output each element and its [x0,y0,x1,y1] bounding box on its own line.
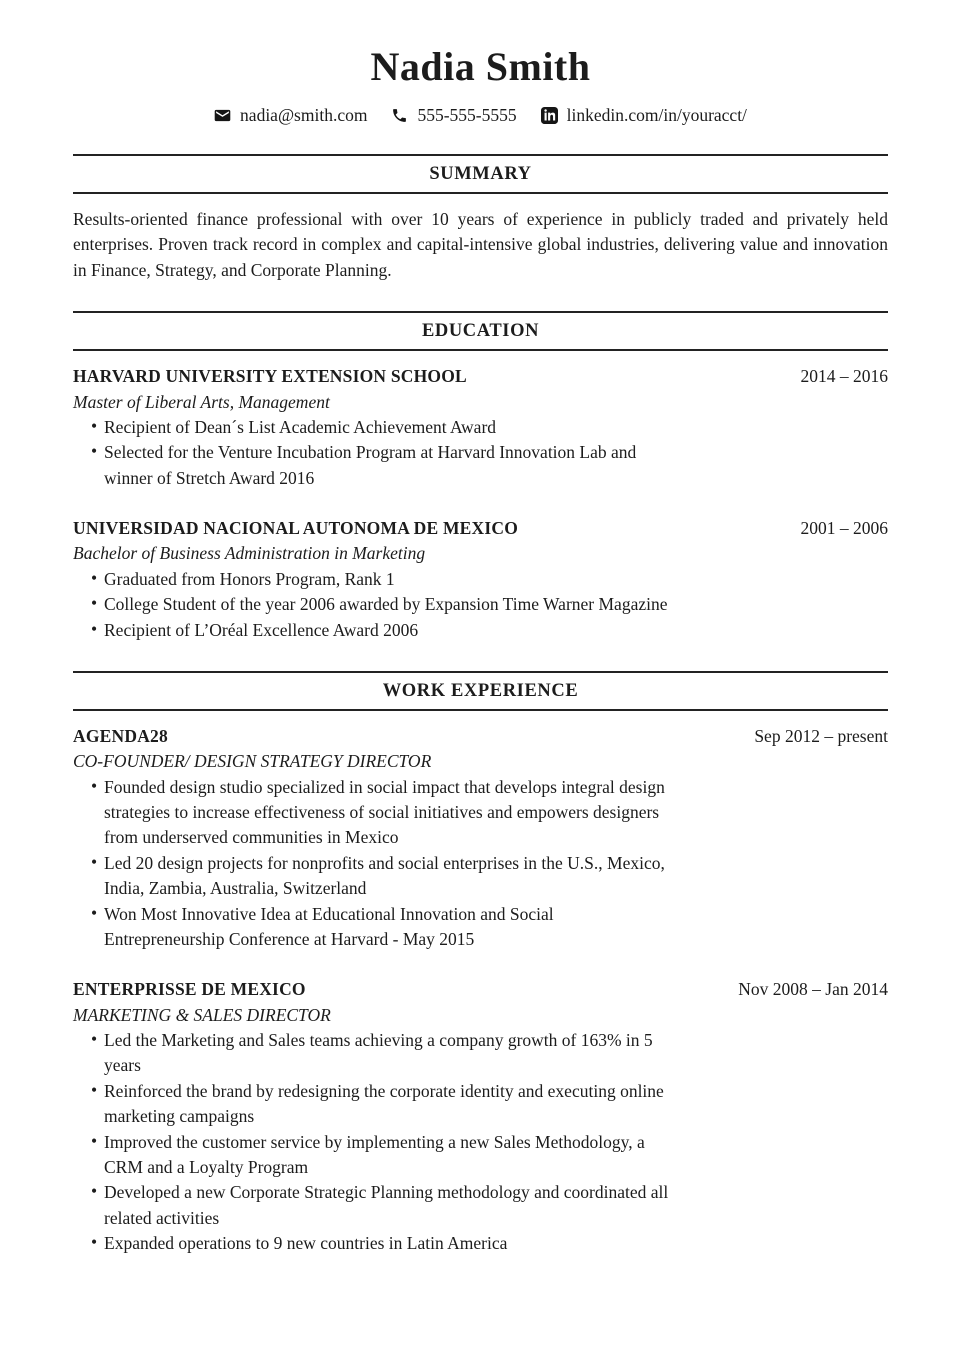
candidate-name: Nadia Smith [370,44,591,89]
summary-title: SUMMARY [429,164,532,184]
work-entry [73,724,888,952]
work-bullets [73,775,673,953]
contact-row [73,105,888,126]
contact-phone [391,105,516,126]
education-dates: 2001 – 2006 [800,518,888,538]
bullet-item: • Founded design studio specialized in social impact that develops integral design strategies to increase effectiveness of social initiatives and empowers designers from underserved communities in Mexico [73,775,673,851]
bullet-item: • College Student of the year 2006 awarded by Expansion Time Warner Magazine [73,592,673,617]
education-title: EDUCATION [421,321,540,342]
job-title: MARKETING & SALES DIRECTOR [73,1004,331,1025]
work-header [73,671,888,711]
work-entry-head [73,977,888,1002]
bullet-item: • Led 20 design projects for nonprofits and social enterprises in the U.S., Mexico, India, Zambia, Australia, Switzerland [73,851,673,902]
company-name: AGENDA28 [73,725,168,746]
email-text: nadia@smith.com [240,105,368,125]
phone-text: 555-555-5555 [417,105,517,125]
work-dates: Sep 2012 – present [754,725,888,746]
company-name: ENTERPRISSE DE MEXICO [73,979,306,1000]
education-header [73,311,888,351]
bullet-item: • Improved the customer service by implementing a new Sales Methodology, a CRM and a Loyalty Program [73,1130,673,1181]
contact-email [214,105,367,126]
education-entry [73,516,888,643]
work-entry [73,977,888,1256]
bullet-item: • Selected for the Venture Incubation Program at Harvard Innovation Lab and winner of Stretch Award 2016 [73,440,673,491]
work-title: WORK EXPERIENCE [382,680,579,701]
degree-name: Bachelor of Business Administration in Marketing [73,543,426,564]
work-entry-head [73,724,888,749]
education-entry-head [73,516,888,541]
bullet-item: • Recipient of L’Oréal Excellence Award 2006 [73,618,673,643]
phone-icon [391,107,408,124]
institution-name: UNIVERSIDAD NACIONAL AUTONOMA DE MEXICO [73,518,519,538]
resume-header [73,44,888,126]
bullet-item: • Led the Marketing and Sales teams achieving a company growth of 163% in 5 years [73,1028,673,1079]
summary-header [73,154,888,194]
degree-name: Master of Liberal Arts, Management [73,391,330,412]
work-dates: Nov 2008 – Jan 2014 [738,979,888,1000]
linkedin-text: linkedin.com/in/youracct/ [566,105,747,125]
institution-name: HARVARD UNIVERSITY EXTENSION SCHOOL [73,366,467,387]
education-entry-head [73,364,888,389]
bullet-item: • Won Most Innovative Idea at Educational Innovation and Social Entrepreneurship Conference at Harvard - May 2015 [73,902,673,953]
linkedin-icon [541,107,558,124]
bullet-item: • Recipient of Dean´s List Academic Achievement Award [73,415,673,440]
summary-paragraph: Results-oriented finance professional with over 10 years of experience in publicly traded and privately held enterprises. Proven track record in complex and capital-intensive global industries, delivering value and innovation in Finance, Strategy, and Corporate Planning. [73,209,888,280]
section-education [73,311,888,643]
bullet-item: • Reinforced the brand by redesigning the corporate identity and executing online marketing campaigns [73,1079,673,1130]
envelope-icon [214,107,231,124]
education-entry [73,364,888,491]
education-bullets [73,415,673,491]
bullet-item: • Developed a new Corporate Strategic Planning methodology and coordinated all related activities [73,1180,673,1231]
education-bullets [73,567,673,643]
bullet-item: • Graduated from Honors Program, Rank 1 [73,567,673,592]
section-summary [73,154,888,283]
contact-linkedin [541,105,747,126]
section-work-experience [73,671,888,1257]
job-title: CO-FOUNDER/ DESIGN STRATEGY DIRECTOR [73,751,432,772]
bullet-item: • Expanded operations to 9 new countries in Latin America [73,1231,673,1256]
education-dates: 2014 – 2016 [800,366,888,387]
work-bullets [73,1028,673,1256]
